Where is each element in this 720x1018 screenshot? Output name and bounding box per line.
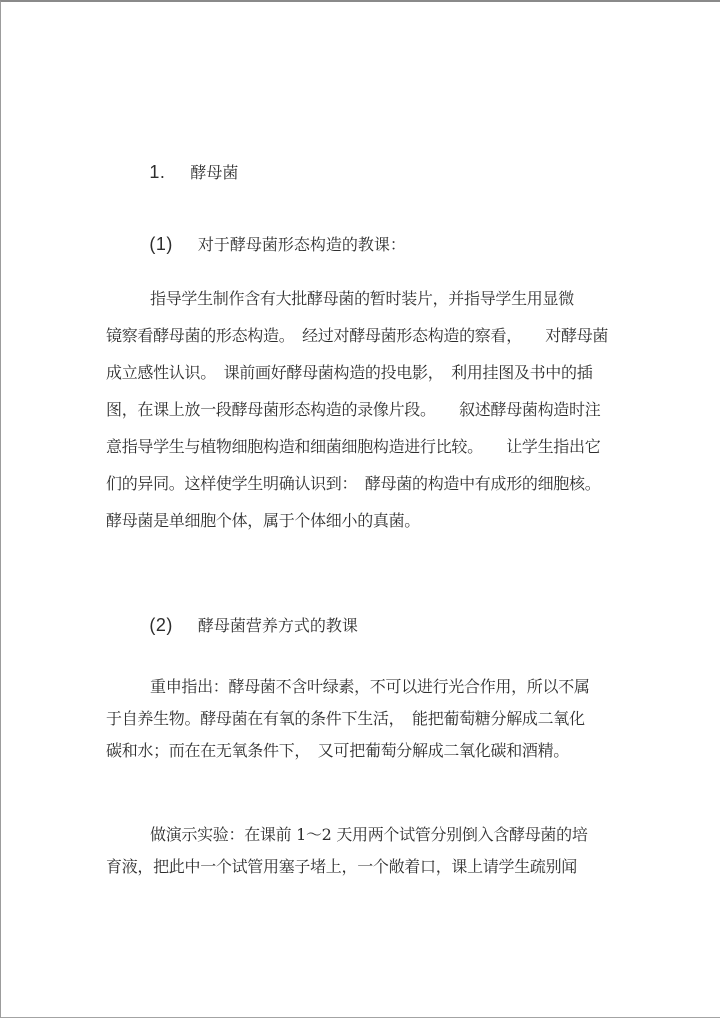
paragraph-experiment bbox=[106, 819, 646, 883]
text-line: 重申指出：酵母菌不含叶绿素，不可以进行光合作用，所以不属 bbox=[150, 677, 590, 696]
section-heading-2 bbox=[129, 592, 358, 635]
paragraph-morphology bbox=[106, 280, 646, 539]
section-number-2: (2) bbox=[149, 615, 173, 635]
text-line: 碳和水；而在在无氧条件下， 又可把葡萄分解成二氧化碳和酒精。 bbox=[106, 741, 570, 760]
text-line: 意指导学生与植物细胞构造和细菌细胞构造进行比较。 让学生指出它 bbox=[106, 437, 601, 456]
list-item-text: 酵母菌 bbox=[190, 163, 239, 182]
text-line: 镜察看酵母菌的形态构造。 经过对酵母菌形态构造的察看， 对酵母菌 bbox=[106, 326, 609, 345]
text-line: 于自养生物。酵母菌在有氧的条件下生活， 能把葡萄糖分解成二氧化 bbox=[106, 709, 585, 728]
list-item-yeast-title bbox=[129, 139, 239, 182]
section-heading-1-text: 对于酵母菌形态构造的教课： bbox=[197, 235, 406, 254]
section-number-1: (1) bbox=[149, 234, 173, 254]
text-line: 图，在课上放一段酵母菌形态构造的录像片段。 叙述酵母菌构造时注 bbox=[106, 400, 601, 419]
text-line: 做演示实验：在课前 1～2 天用两个试管分别倒入含酵母菌的培 bbox=[150, 825, 588, 844]
section-heading-1 bbox=[129, 211, 406, 254]
text-line: 育液，把此中一个试管用塞子堵上，一个敞着口，课上请学生疏别闻 bbox=[106, 857, 578, 876]
text-line: 们的异同。这样使学生明确认识到： 酵母菌的构造中有成形的细胞核。 bbox=[106, 474, 601, 493]
paragraph-nutrition bbox=[106, 671, 646, 767]
list-number: 1. bbox=[149, 162, 166, 182]
text-line: 指导学生制作含有大批酵母菌的暂时装片，并指导学生用显微 bbox=[150, 289, 574, 308]
text-line: 成立感性认识。 课前画好酵母菌构造的投电影， 利用挂图及书中的插 bbox=[106, 363, 593, 382]
text-line: 酵母菌是单细胞个体，属于个体细小的真菌。 bbox=[106, 511, 421, 530]
section-heading-2-text: 酵母菌营养方式的教课 bbox=[197, 616, 358, 635]
